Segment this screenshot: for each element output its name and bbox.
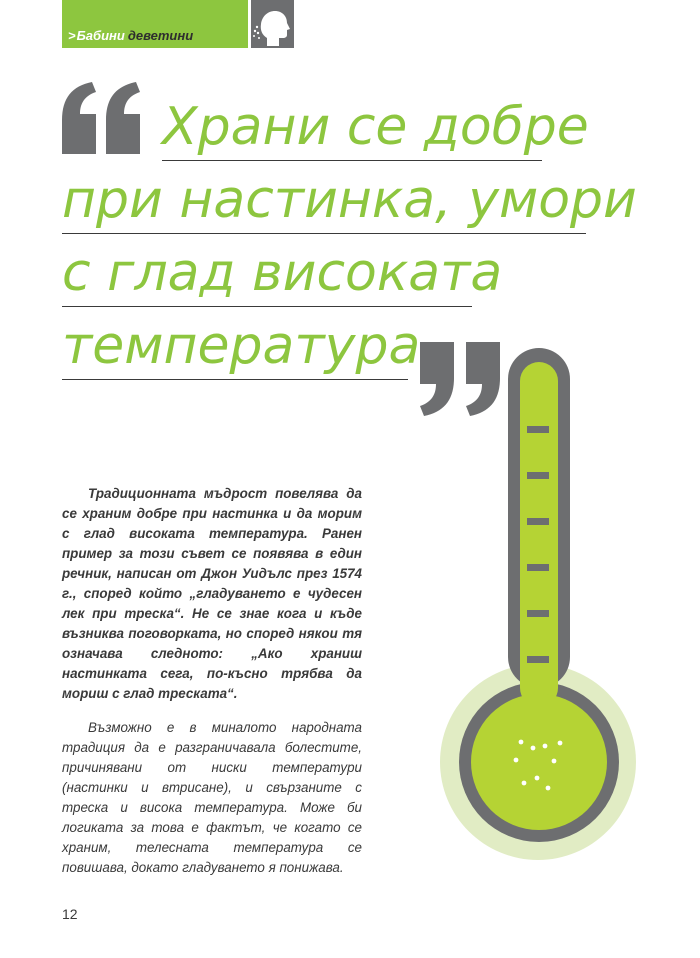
- title-line-3: [62, 242, 592, 315]
- close-quote-icon: [420, 342, 502, 416]
- section-word1: Бабини: [76, 28, 125, 43]
- title-underline: [62, 233, 586, 235]
- title-underline: [162, 160, 542, 162]
- head-speaking-icon: [251, 0, 294, 48]
- article-title: [62, 96, 637, 388]
- title-text-3: с глад високата: [62, 243, 503, 303]
- title-line-1: [62, 96, 592, 169]
- title-line-4: [62, 315, 592, 388]
- title-underline: [62, 306, 472, 308]
- title-text-2: при настинка, умори: [62, 170, 637, 230]
- title-line-2: [62, 169, 637, 242]
- paragraph-2-text: Възможно е в миналото народната традиция да е разграничавала болестите, причинявани от ниски температури (настинки и втрисане), и свързаните с треска и висока температура. Може би логиката за това е фактът, че когато се храним, телесната температура се повишава, докато гладуването я понижава.: [62, 720, 362, 875]
- title-text-1: Храни се добре: [162, 97, 589, 157]
- paragraph-1: [62, 484, 362, 704]
- title-underline: [62, 379, 408, 381]
- page-number: 12: [62, 906, 78, 922]
- paragraph-1-text: Традиционната мъдрост повелява да се храним добре при настинка и да морим с глад високата температура. Ранен пример за този съвет се появява в един речник, написан от Джон Уидълс през 1574 г., според който „гладуването е чудесен лек при треска“. Не се знае кога и къде възниква поговорката, но според някои тя означава следното: „Ако храниш настинката сега, по-късно трябва да мориш с глад треската“.: [62, 486, 362, 701]
- section-word2: деветини: [127, 28, 194, 43]
- title-text-4: температура: [62, 316, 421, 376]
- section-label: [68, 28, 193, 43]
- section-tab: [62, 0, 248, 48]
- paragraph-2: [62, 718, 362, 878]
- section-prefix: >: [68, 28, 76, 43]
